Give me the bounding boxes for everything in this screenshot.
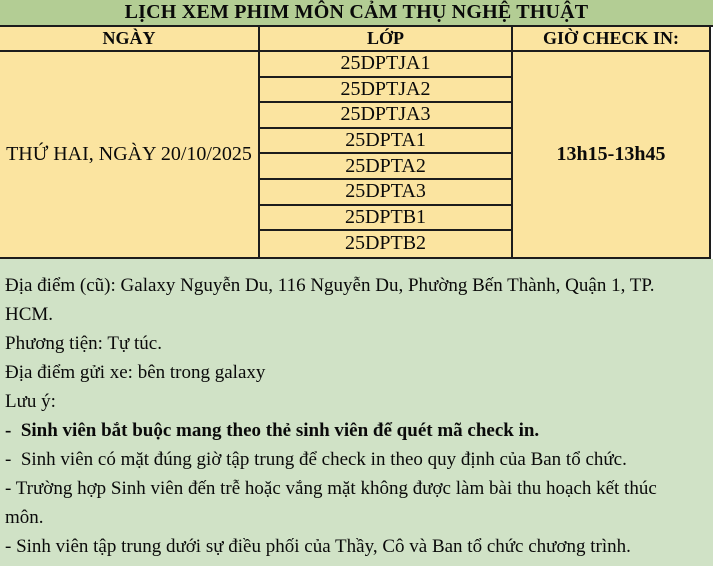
note-line: - Sinh viên có mặt đúng giờ tập trung để check in theo quy định của Ban tổ chức. (5, 448, 627, 470)
date-cell: THỨ HAI, NGÀY 20/10/2025 (0, 52, 260, 257)
class-cell: 25DPTB1 (260, 206, 513, 232)
note-line: - Sinh viên bắt buộc mang theo thẻ sinh viên để quét mã check in. (5, 419, 540, 441)
class-cell: 25DPTA1 (260, 129, 513, 155)
schedule-title-text: LỊCH XEM PHIM MÔN CẢM THỤ NGHỆ THUẬT (124, 1, 589, 23)
note-line: - Trường hợp Sinh viên đến trễ hoặc vắng mặt không được làm bài thu hoạch kết thúc (5, 477, 657, 499)
note-line: HCM. (5, 303, 54, 325)
note-line: Phương tiện: Tự túc. (5, 332, 162, 354)
column-header-class: LỚP (260, 27, 513, 52)
class-cell: 25DPTA2 (260, 154, 513, 180)
note-line: môn. (5, 506, 44, 528)
class-cell: 25DPTJA1 (260, 52, 513, 78)
notes-section (0, 259, 713, 566)
note-line: Địa điểm (cũ): Galaxy Nguyễn Du, 116 Nguyễn Du, Phường Bến Thành, Quận 1, TP. (5, 274, 655, 296)
note-line: Lưu ý: (5, 390, 56, 412)
schedule-title (0, 0, 713, 27)
schedule-table (0, 27, 711, 259)
class-cell: 25DPTJA2 (260, 78, 513, 104)
column-header-day: NGÀY (0, 27, 260, 52)
class-cell: 25DPTA3 (260, 180, 513, 206)
note-line: Địa điểm gửi xe: bên trong galaxy (5, 361, 266, 383)
note-line: - Sinh viên tập trung dưới sự điều phối của Thầy, Cô và Ban tổ chức chương trình. (5, 535, 631, 557)
class-cell: 25DPTJA3 (260, 103, 513, 129)
column-header-checkin: GIỜ CHECK IN: (513, 27, 709, 52)
class-cell: 25DPTB2 (260, 231, 513, 257)
checkin-time-cell: 13h15-13h45 (513, 52, 709, 257)
